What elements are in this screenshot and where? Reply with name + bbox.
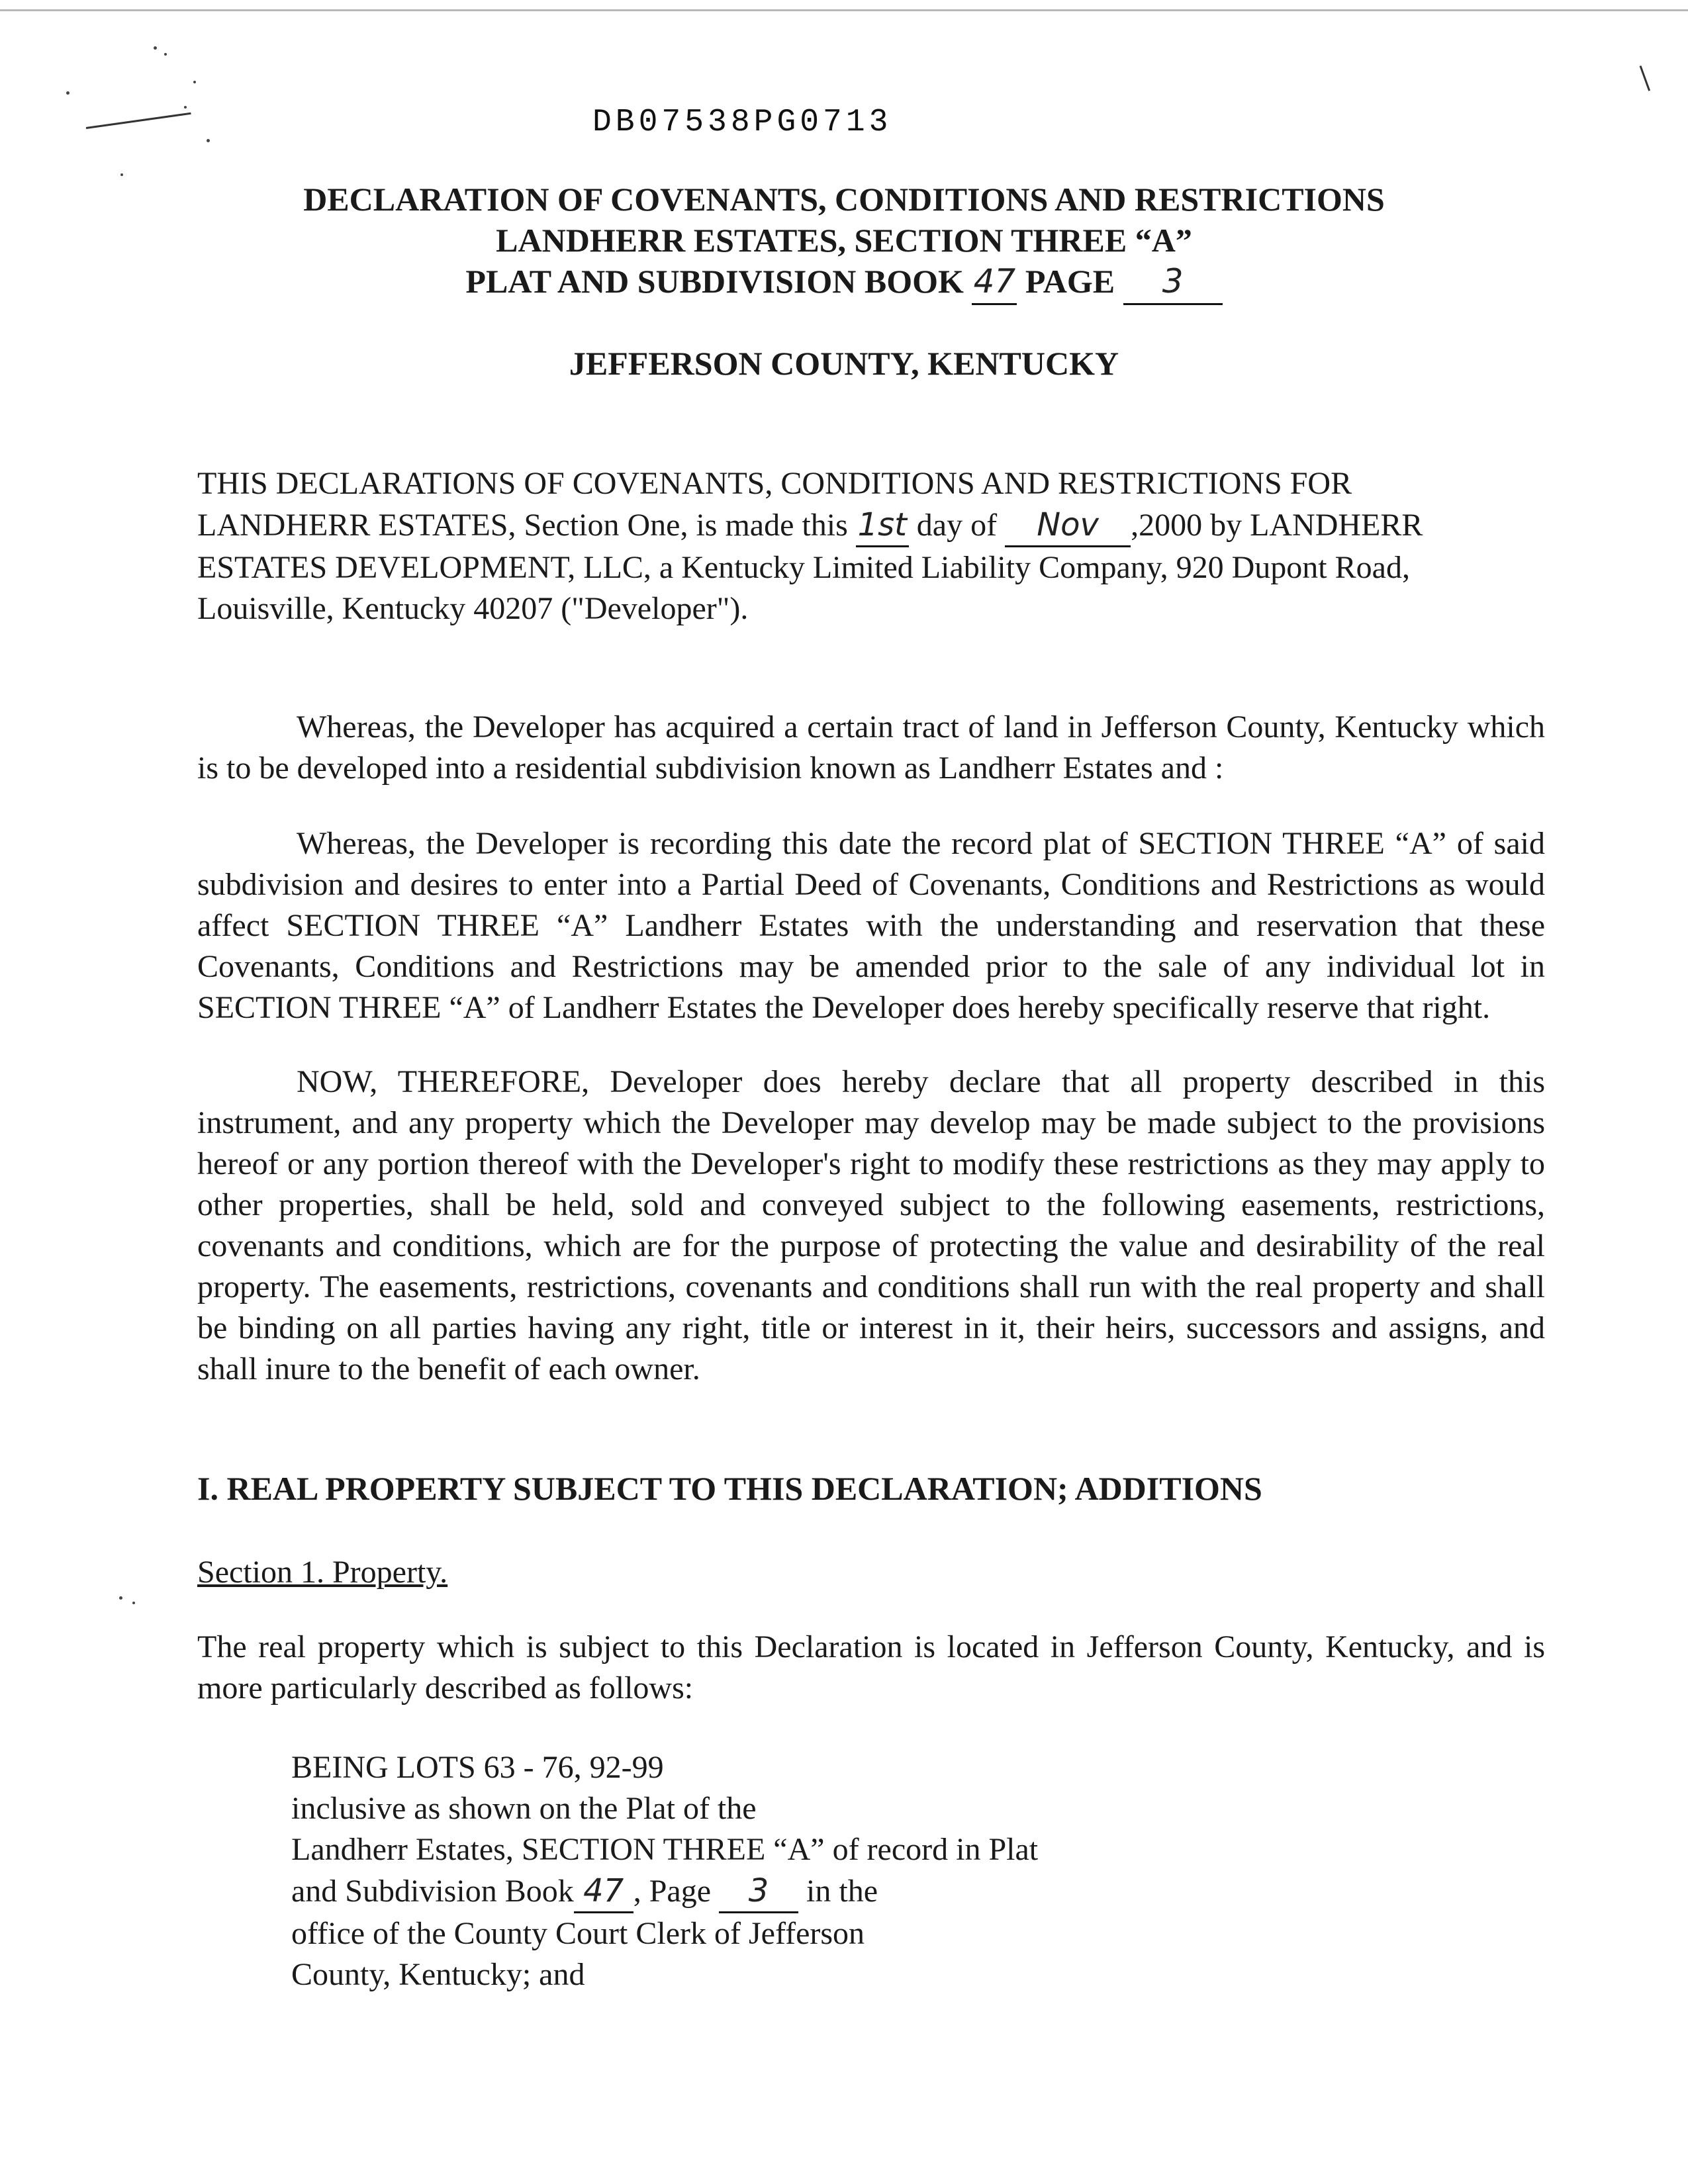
legal-line: inclusive as shown on the Plat of the xyxy=(291,1791,757,1826)
intro-line: THIS DECLARATIONS OF COVENANTS, CONDITIONS AND RESTRICTIONS FOR xyxy=(197,466,1352,501)
section-title: Section 1. Property. xyxy=(197,1555,448,1590)
county-heading: JEFFERSON COUNTY, KENTUCKY xyxy=(569,345,1119,382)
intro-line: ESTATES DEVELOPMENT, LLC, a Kentucky Limited Liability Company, 920 Dupont Road, xyxy=(197,550,1410,585)
legal-text: and Subdivision Book xyxy=(291,1874,574,1909)
whereas-paragraph-2: Whereas, the Developer is recording this date the record plat of SECTION THREE “A” of said subdivision and desires to enter into a Partial Deed of Covenants, Conditions and Restrictions as would affect SECTION THREE “A” Landherr Estates with the understanding and reservation that these Covenants, Conditions and Restrictions may be amended prior to the sale of any individual lot in SECTION THREE “A” of Landherr Estates the Developer does hereby specifically reserve that right. xyxy=(197,826,1545,1025)
plat-page-number: 3 xyxy=(1123,259,1223,305)
document-subtitle: LANDHERR ESTATES, SECTION THREE “A” xyxy=(496,222,1192,259)
intro-text: LANDHERR ESTATES, Section One, is made this xyxy=(197,508,848,543)
legal-line: County, Kentucky; and xyxy=(291,1957,585,1992)
legal-description xyxy=(291,1747,1152,1995)
plat-book-number: 47 xyxy=(972,259,1017,305)
section-text: The real property which is subject to this Declaration is located in Jefferson County, Kentucky, and is more particularly described as follows: xyxy=(197,1629,1545,1706)
plat-book-label: PLAT AND SUBDIVISION BOOK xyxy=(465,263,964,300)
legal-text: in the xyxy=(806,1874,878,1909)
intro-paragraph xyxy=(197,463,1545,629)
book-page-stamp: DB07538PG0713 xyxy=(592,105,892,140)
plat-page-label: PAGE xyxy=(1025,263,1115,300)
legal-line xyxy=(291,1870,1152,1913)
handwritten-day: 1st xyxy=(856,504,909,547)
intro-line xyxy=(197,504,1545,547)
intro-text: day of xyxy=(916,508,998,543)
scan-edge-line xyxy=(0,9,1688,11)
handwritten-book-number: 47 xyxy=(574,1870,633,1913)
legal-text: , Page xyxy=(633,1874,712,1909)
legal-line: Landherr Estates, SECTION THREE “A” of record in Plat xyxy=(291,1832,1039,1867)
handwritten-page-number: 3 xyxy=(719,1870,798,1913)
intro-text: ,2000 by LANDHERR xyxy=(1131,508,1423,543)
handwritten-month: Nov xyxy=(1005,504,1131,547)
article-heading: I. REAL PROPERTY SUBJECT TO THIS DECLARATION; ADDITIONS xyxy=(197,1470,1262,1507)
whereas-paragraph-1: Whereas, the Developer has acquired a certain tract of land in Jefferson County, Kentucky which is to be developed into a residential subdivision known as Landherr Estates and : xyxy=(197,709,1545,786)
legal-line: office of the County Court Clerk of Jefferson xyxy=(291,1916,865,1951)
now-therefore-paragraph: NOW, THEREFORE, Developer does hereby declare that all property described in this instrument, and any property which the Developer may develop may be made subject to the provisions hereof or any portion thereof with the Developer's right to modify these restrictions as they may apply to other properties, shall be held, sold and conveyed subject to the following easements, restrictions, covenants and conditions, which are for the purpose of protecting the value and desirability of the real property. The easements, restrictions, covenants and conditions shall run with the real property and shall be binding on all parties having any right, title or interest in it, their heirs, successors and assigns, and shall inure to the benefit of each owner. xyxy=(197,1064,1545,1387)
document-title: DECLARATION OF COVENANTS, CONDITIONS AND RESTRICTIONS xyxy=(303,181,1385,218)
intro-line: Louisville, Kentucky 40207 ("Developer"). xyxy=(197,591,749,626)
plat-reference xyxy=(0,259,1688,305)
legal-line: BEING LOTS 63 - 76, 92-99 xyxy=(291,1750,664,1785)
